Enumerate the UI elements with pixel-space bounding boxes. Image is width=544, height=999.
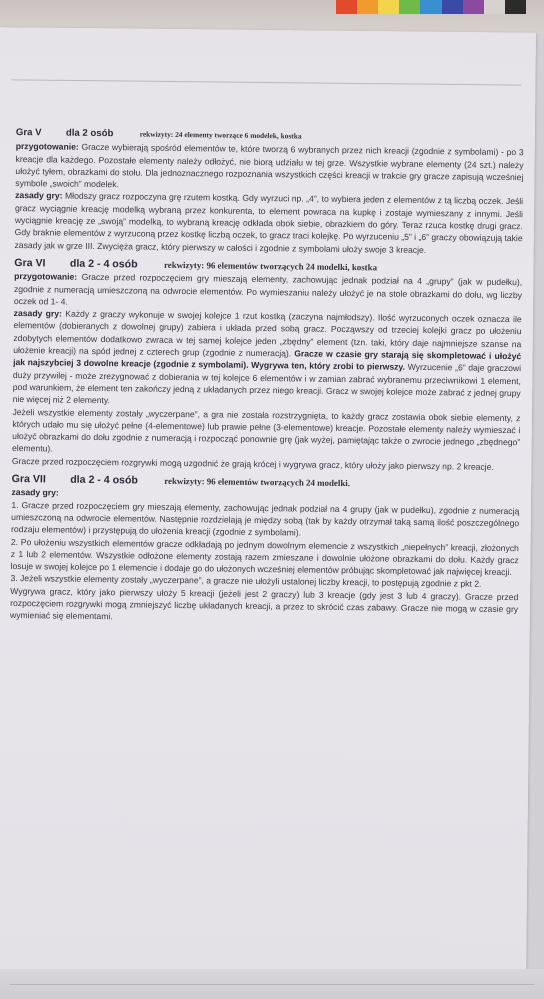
section-text: Gracze przed rozpoczęciem rozgrywki mogą uzgodnić że grają krócej i wygrywa gracz, który ułoży jako pierwszy np. 2 kreacje. xyxy=(11,455,494,472)
game-players: dla 2 - 4 osób xyxy=(70,473,139,487)
color-swatch xyxy=(399,0,420,14)
color-swatch xyxy=(484,0,505,14)
game-title: Gra VI xyxy=(14,256,46,270)
paragraph xyxy=(10,585,518,628)
paragraph xyxy=(14,189,523,257)
game-requisites: rekwizyty: 24 elementy tworzące 6 modelek, kostka xyxy=(139,129,302,141)
section-text-after: Wyrzucenie „6” daje graczowi duży przywilej - może zrezygnować z dobierania w tej kolejce 6 elementów i w zamian zabrać wybranemu przeciwnikowi 1 element, pod warunkiem, że element ten zakończy jedną z układanych przez niego kreacji. Gracz w swojej kolejce może zabrać z jednej grupy nie więcej niż 2 elementy. xyxy=(12,362,522,406)
section-text: 1. Gracze przed rozpoczęciem gry mieszają elementy, zachowując jednak podział na 4 grupy (jak w pudełku), zgodnie z numeracją umieszczoną na odwrocie elementów. Następnie rozdzielają je między sobą (tak by każdy otrzymał taką samą ilość poszczególnego rodzaju elementów) i przystępują do ułożenia kreacji (zgodnie z symbolami). xyxy=(11,499,520,538)
game-requisites: rekwizyty: 96 elementów tworzących 24 modelki, kostka xyxy=(163,259,378,273)
paragraph xyxy=(14,270,522,313)
background-bottom xyxy=(0,969,544,999)
color-swatch xyxy=(378,0,399,14)
section-label: zasady gry: xyxy=(15,190,63,202)
section-label: zasady gry: xyxy=(13,308,63,319)
paragraph xyxy=(11,499,519,542)
section-bold-text: Gracze w czasie gry starają się skompletować i ułożyć jak najszybciej 3 dowolne kreacje (zgodnie z symbolami). Wygrywa ten, który zrobi to pierwszy. xyxy=(13,348,522,373)
color-swatch xyxy=(357,0,378,14)
section-label: przygotowanie: xyxy=(14,271,78,283)
paragraph xyxy=(11,535,519,578)
game-7-section xyxy=(10,473,520,628)
section-text: Młodszy gracz rozpoczyna grę rzutem kostką. Gdy wyrzuci np. „4”, to wybiera jeden z elementów z tą liczbą oczek. Jeśli gracz wyciągnie kreację modelką wybraną przez konkurenta, to element powraca na kupkę i zostaje wymieszany z innymi. Jeśli wyciągnie kreację ze „swoją” modelką, to wybraną kreację odkłada obok siebie, obrazkiem do góry. Teraz rzuca kostkę drugi gracz. Gdy braknie elementów z wyrzuconą przez kostkę liczbą oczek, to gracz traci kolejkę. Po wyrzuceniu „5” i „6” graczy obowiązują takie zasady jak w grze III. Zwycięża gracz, który pierwszy w całości i zgodnie z symbolami ułoży swoje 3 kreacje. xyxy=(14,191,524,255)
game-title: Gra VII xyxy=(11,472,46,486)
color-calibration-bar xyxy=(336,0,526,14)
game-5-section xyxy=(14,126,523,257)
page-rule xyxy=(11,79,521,85)
paragraph xyxy=(12,406,521,461)
instructions-text xyxy=(10,126,524,634)
bottom-edge-line xyxy=(10,984,534,985)
paragraph xyxy=(13,307,522,412)
section-text: Jeżeli wszystkie elementy zostały „wyczerpane”, a gra nie została rozstrzygnięta, to każdy gracz zostawia obok siebie elementy, z których udało mu się ułożyć pełne (4-elementowe) lub prawie pełne (3-elementowe) kreacje. Pozostałe elementy należy wymieszać i ułożyć obrazkami do dołu zgodnie z numeracją i rozpocząć ponownie grę (jak wyżej, pamiętając także o zwrocie jednego „zbędnego” elementu). xyxy=(11,406,521,454)
section-text: Gracze przed rozpoczęciem gry mieszają elementy, zachowując jednak podział na 4 „grupy” (jak w pudełku), zgodnie z numeracją umieszczoną na odwrocie elementów. Po wymieszaniu należy ułożyć je na stole obrazkami do dołu, wg liczby oczek od 1- 4. xyxy=(13,272,523,307)
section-label: przygotowanie: xyxy=(15,141,79,153)
section-text: Wygrywa gracz, który jako pierwszy ułoży 5 kreacji (jeżeli jest 2 graczy) lub 3 kreacje (gdy jest 3 lub 4 graczy). Gracze przed rozpoczęciem rozgrywki mogą zmniejszyć liczbę układanych kreacji, a przez to skrócić czas zabawy. Gracze nie mogą w czasie gry wymieniać się elementami. xyxy=(9,585,519,622)
color-swatch xyxy=(505,0,526,14)
section-text: 2. Po ułożeniu wszystkich elementów gracze odkładają po jednym dowolnym elemencie z wszystkich „niepełnych” kreacji, złożonych z 1 lub 2 elementów. Wszystkie odłożone elementy zostają razem zmieszane i dowolnie ułożone obrazkami do dołu. Każdy gracz losuje w swojej kolejce po 1 elemencie i dodaje go do ułożonych wcześniej elementów próbując skompletować jak najwięcej kreacji. xyxy=(10,536,519,578)
paragraph xyxy=(15,140,524,195)
section-text: 3. Jeżeli wszystkie elementy zostały „wyczerpane”, a gracze nie ułożyli ustalonej liczby kreacji, to postępują zgodnie z pkt 2. xyxy=(10,573,482,590)
section-label: zasady gry: xyxy=(11,487,59,498)
section-text: Każdy z graczy wykonuje w swojej kolejce 1 rzut kostką (zaczyna najmłodszy). Ilość wyrzuconych oczek oznacza ile elementów (dobieranych z dowolnej grupy) zabiera i układa przed sobą gracz. Począwszy od trzeciej kolejki gracz po ułożeniu zdobytych elementów dodatkowo zwraca w tej samej kolejce jeden „zbędny” element (tzn. taki, który daje najmniejsze szanse na ułożenie kreacji) na spód jednej z czterech grup (zgodnie z numeracją). xyxy=(13,308,522,359)
game-players: dla 2 - 4 osób xyxy=(69,257,138,271)
color-swatch xyxy=(463,0,484,14)
section-text: Gracze wybierają spośród elementów te, które tworzą 6 wybranych przez nich kreacji (zgodnie z symbolami) - po 3 kreacje dla każdego. Pozostałe elementy należy odłożyć, nie biorą udziału w tej grze. Wszystkie wybrane elementy (24 szt.) należy ułożyć tyłem, obrazkami do stołu. Dla jednoznacznego rozpoznania wszystkich części kreacji w trakcie gry gracze zapisują wcześniej symbole „swoich” modelek. xyxy=(15,142,524,190)
color-swatch xyxy=(336,0,357,14)
color-swatch xyxy=(442,0,463,14)
game-requisites: rekwizyty: 96 elementów tworzących 24 modelki. xyxy=(164,475,351,489)
color-swatch xyxy=(420,0,441,14)
game-title: Gra V xyxy=(15,126,42,139)
game-players: dla 2 osób xyxy=(65,127,114,140)
game-6-section xyxy=(12,257,523,473)
